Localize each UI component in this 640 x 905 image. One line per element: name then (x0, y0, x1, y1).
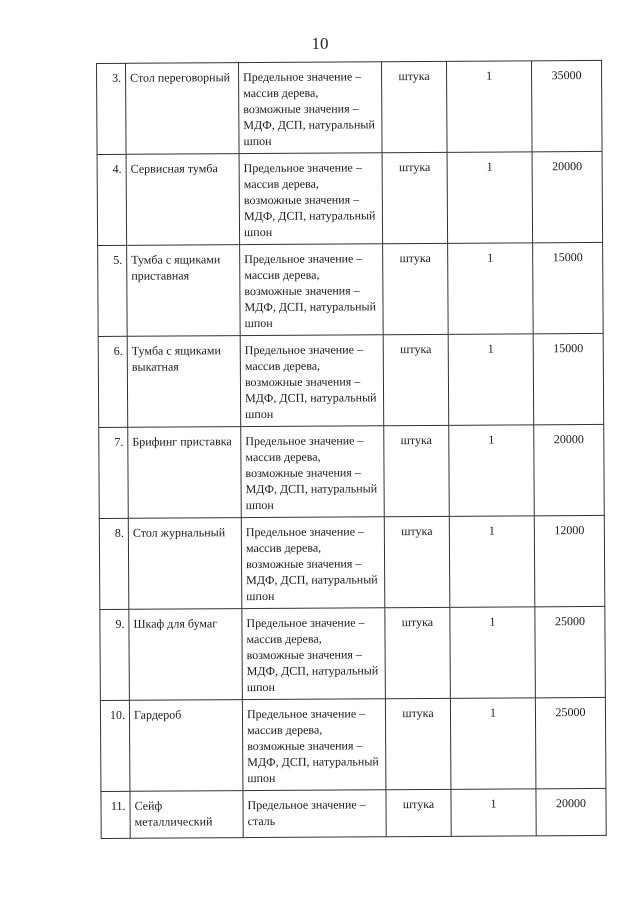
item-name: Брифинг приставка (128, 427, 242, 519)
item-unit: штука (383, 334, 449, 425)
item-price: 35000 (531, 60, 602, 151)
item-quantity: 1 (451, 789, 536, 837)
item-price: 15000 (533, 333, 604, 424)
item-description: Предельное значение – массив дерева, возможные значения – МДФ, ДСП, натуральный шпон (241, 426, 385, 518)
item-name: Стол переговорный (126, 63, 240, 155)
table-row (99, 424, 605, 518)
row-number: 8. (99, 518, 129, 609)
row-number: 5. (98, 245, 128, 336)
item-unit: штука (385, 698, 451, 789)
row-number: 4. (97, 154, 127, 245)
item-quantity: 1 (449, 425, 535, 517)
item-quantity: 1 (446, 61, 532, 153)
item-description: Предельное значение – массив дерева, возможные значения – МДФ, ДСП, натуральный шпон (240, 335, 384, 427)
row-number: 10. (100, 700, 130, 791)
item-unit: штука (381, 61, 447, 152)
table-row (99, 515, 605, 609)
table-row (98, 242, 604, 336)
item-name: Тумба с ящиками выкатная (127, 336, 241, 428)
item-unit: штука (384, 516, 450, 607)
item-name: Сервисная тумба (126, 154, 240, 246)
item-description: Предельное значение – сталь (243, 790, 386, 838)
item-quantity: 1 (448, 334, 534, 426)
item-description: Предельное значение – массив дерева, возможные значения – МДФ, ДСП, натуральный шпон (242, 608, 386, 700)
item-quantity: 1 (449, 516, 535, 608)
item-name: Шкаф для бумаг (129, 609, 243, 701)
item-quantity: 1 (448, 243, 534, 335)
item-description: Предельное значение – массив дерева, возможные значения – МДФ, ДСП, натуральный шпон (242, 699, 386, 791)
table-row (100, 606, 606, 700)
row-number: 3. (97, 63, 127, 154)
item-price: 15000 (533, 242, 604, 333)
item-name: Тумба с ящиками приставная (127, 245, 241, 337)
item-unit: штука (386, 789, 451, 836)
item-description: Предельное значение – массив дерева, возможные значения – МДФ, ДСП, натуральный шпон (239, 153, 383, 245)
table-row (98, 333, 604, 427)
item-name: Сейф металлический (130, 791, 243, 839)
item-name: Стол журнальный (128, 518, 242, 610)
item-unit: штука (382, 152, 448, 243)
row-number: 11. (101, 791, 130, 838)
table-row (97, 151, 603, 245)
page-number: 10 (311, 34, 329, 53)
furniture-table (96, 60, 607, 839)
item-price: 20000 (532, 151, 603, 242)
item-quantity: 1 (447, 152, 533, 244)
row-number: 6. (98, 336, 128, 427)
item-quantity: 1 (450, 607, 536, 699)
table-row (100, 697, 606, 791)
table-row (101, 788, 606, 838)
row-number: 7. (99, 427, 129, 518)
item-description: Предельное значение – массив дерева, возможные значения – МДФ, ДСП, натуральный шпон (240, 244, 384, 336)
item-price: 12000 (534, 515, 605, 606)
item-price: 25000 (535, 606, 606, 697)
item-unit: штука (383, 243, 449, 334)
item-unit: штука (385, 607, 451, 698)
item-price: 20000 (534, 424, 605, 515)
item-price: 25000 (535, 697, 606, 788)
item-description: Предельное значение – массив дерева, возможные значения – МДФ, ДСП, натуральный шпон (239, 62, 383, 154)
item-name: Гардероб (129, 700, 243, 792)
item-quantity: 1 (450, 698, 536, 790)
row-number: 9. (100, 609, 130, 700)
item-unit: штука (384, 425, 450, 516)
item-price: 20000 (536, 788, 606, 835)
table-row (97, 60, 603, 154)
item-description: Предельное значение – массив дерева, возможные значения – МДФ, ДСП, натуральный шпон (241, 517, 385, 609)
